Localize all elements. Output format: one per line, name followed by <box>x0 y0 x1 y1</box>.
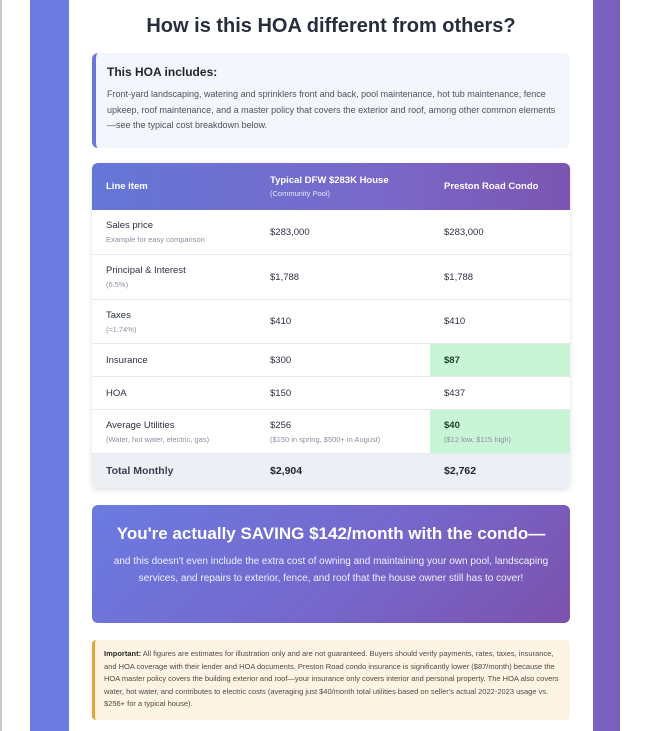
condo-value: $1,788 <box>444 271 474 283</box>
window-edge <box>0 0 2 731</box>
row-label: Sales price <box>106 220 153 231</box>
note-text: All figures are estimates for illustration only and are not guaranteed. Buyers should verify payments, rates, taxes, insurance, and HOA coverage with their lender and HOA documents. Preston Road condo insurance is significantly lower ($87/month) because the HOA master policy covers the building exterior and roof—your insurance only covers interior and personal property. The HOA also covers water, hot water, and contributes to electric costs (averaging just $40/month total utilities based on seller's actual 2022-2023 usage vs. $256+ for a typical house). <box>104 649 559 708</box>
content-card <box>69 0 593 731</box>
condo-value-sub: ($12 low, $115 high) <box>444 434 511 444</box>
table-row <box>92 210 570 255</box>
condo-value: $410 <box>444 316 466 327</box>
row-label: Principal & Interest <box>106 265 186 276</box>
savings-callout <box>92 505 570 623</box>
total-condo: $2,762 <box>444 465 477 477</box>
house-value: $1,788 <box>270 271 300 283</box>
includes-heading: This HOA includes: <box>107 65 218 79</box>
house-value: $410 <box>270 316 292 327</box>
header-line-item: Line item <box>106 181 148 192</box>
house-value: $300 <box>270 354 292 366</box>
house-value: $256 <box>270 419 292 431</box>
note-label: Important: <box>104 649 142 658</box>
disclaimer-note <box>92 640 570 720</box>
savings-headline: You're actually SAVING $142/month with the condo— <box>116 524 546 543</box>
row-label: Taxes <box>106 309 131 321</box>
table-header-row <box>92 163 570 210</box>
table-row <box>92 344 570 377</box>
row-sublabel: (Water, hot water, electric, gas) <box>106 434 210 444</box>
table-row <box>92 300 570 344</box>
header-house: Typical DFW $283K House <box>270 175 389 186</box>
condo-value: $283,000 <box>444 226 484 238</box>
hoa-includes-box <box>92 53 570 148</box>
table-row <box>92 377 570 410</box>
includes-body: Front-yard landscaping, watering and sprinklers front and back, pool maintenance, hot tub maintenance, fence upkeep, roof maintenance, and a master policy that covers the exterior and roof, among other common elements—see the typical cost breakdown below. <box>107 89 556 130</box>
row-sublabel: (≈1.74%) <box>106 324 137 334</box>
table-row <box>92 255 570 300</box>
condo-highlight-cell <box>430 344 570 376</box>
row-sublabel: (6.5%) <box>106 280 129 289</box>
total-house: $2,904 <box>270 465 303 477</box>
condo-value: $87 <box>444 354 460 366</box>
house-value: $283,000 <box>270 226 310 238</box>
condo-highlight-cell <box>430 410 570 453</box>
row-sublabel: Example for easy comparison <box>106 235 205 244</box>
page-title: How is this HOA different from others? <box>146 15 516 37</box>
row-label: Average Utilities <box>106 419 175 431</box>
house-value-sub: ($150 in spring, $500+ in August) <box>270 434 381 444</box>
cost-comparison-table <box>92 163 570 488</box>
house-value: $150 <box>270 387 292 399</box>
table-total-row <box>92 454 570 488</box>
row-label: HOA <box>106 387 127 399</box>
row-label: Insurance <box>106 354 148 366</box>
condo-value: $437 <box>444 387 466 399</box>
total-label: Total Monthly <box>106 465 174 477</box>
header-house-sub: (Community Pool) <box>270 189 331 198</box>
condo-value: $40 <box>444 419 460 431</box>
table-row <box>92 410 570 454</box>
savings-body: and this doesn't even include the extra cost of owning and maintaining your own pool, landscaping services, and repairs to exterior, fence, and roof that the house owner still has to cover! <box>113 556 549 584</box>
header-condo: Preston Road Condo <box>444 181 539 192</box>
